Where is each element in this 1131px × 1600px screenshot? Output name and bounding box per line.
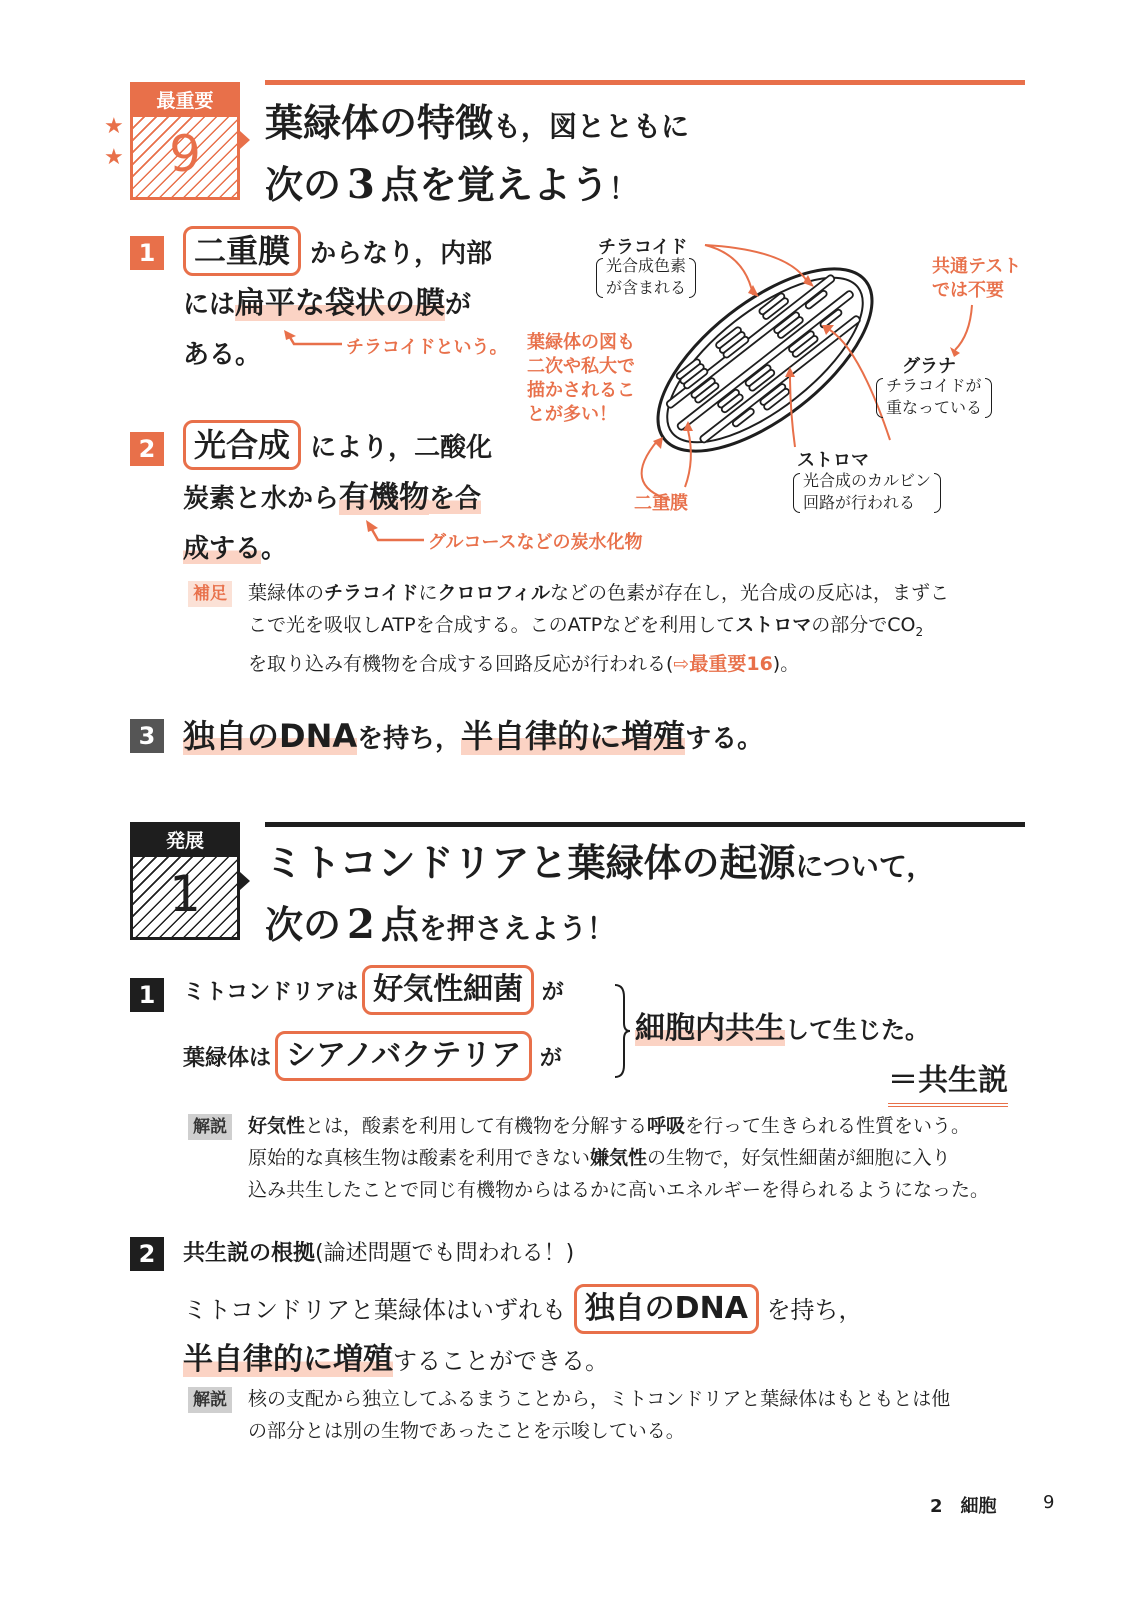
- annotation: チラコイドという。: [346, 337, 508, 358]
- text: 共通テスト: [932, 256, 1022, 277]
- text: 葉緑体は: [183, 1046, 272, 1071]
- label-stroma: ストロマ: [797, 450, 869, 471]
- text: の部分でCO: [811, 614, 916, 636]
- text: を行って生きられる性質をいう。: [685, 1115, 971, 1137]
- highlight: 独自のDNA: [183, 717, 358, 755]
- title-main: 葉緑体の特徴: [265, 101, 494, 145]
- label-thylakoid-desc: [598, 255, 694, 299]
- point-number-1: 1: [130, 236, 164, 270]
- highlight: 有機物: [339, 480, 430, 515]
- label-stroma-desc: [795, 470, 939, 514]
- explanation-text: [248, 1383, 1048, 1447]
- page-number: 9: [1043, 1492, 1055, 1513]
- title-sub: も，図とともに: [493, 110, 690, 143]
- text: とが多い！: [527, 404, 617, 425]
- arrow-icon: [366, 518, 426, 546]
- supplement-text: [248, 577, 1038, 680]
- text: を持ち，: [766, 1296, 863, 1324]
- bracket: [596, 258, 603, 298]
- point-3-text: [183, 711, 983, 764]
- point-number-1: 1: [130, 978, 164, 1012]
- arrow-icon: [284, 328, 344, 352]
- point-number-3: 3: [130, 719, 164, 753]
- text: により，二酸化: [310, 433, 493, 463]
- title-main: ミトコンドリアと葉緑体の起源: [265, 841, 796, 885]
- label-grana: グラナ: [902, 356, 956, 377]
- term: 好気性: [248, 1115, 306, 1137]
- text: する。: [685, 724, 764, 754]
- supplement-tag: 補足: [188, 581, 232, 607]
- bracket: [985, 378, 992, 418]
- badge-number: 9: [169, 125, 201, 183]
- text: 重なっている: [886, 398, 983, 417]
- text: には: [183, 290, 236, 320]
- text: 二次や私大で: [527, 356, 635, 377]
- text: などの色素が存在し，光合成の反応は，まずこ: [549, 582, 949, 604]
- badge-pointer: [240, 872, 250, 890]
- title-sub: ！: [608, 172, 637, 205]
- badge-head: 最重要: [133, 85, 237, 117]
- text: が: [541, 980, 564, 1005]
- text: が: [445, 290, 472, 320]
- label-double-membrane: 二重膜: [634, 493, 688, 514]
- keyword-box: 好気性細菌: [362, 965, 534, 1015]
- title-number: 3: [347, 161, 375, 208]
- text: 炭素と水から: [183, 484, 340, 514]
- text: 原始的な真核生物は酸素を利用できない: [248, 1147, 591, 1169]
- highlight: 半自律的に増殖: [461, 717, 686, 755]
- bracket: [876, 378, 883, 418]
- text: ある。: [183, 340, 262, 370]
- star-icon: ★: [104, 145, 124, 170]
- text: が: [539, 1046, 562, 1071]
- endosymbiosis-line-2: [183, 1031, 562, 1087]
- badge-importance-9: [130, 82, 240, 200]
- cross-reference-link[interactable]: 最重要16: [689, 652, 773, 675]
- bracket: [934, 473, 941, 513]
- title-main: 点を覚えよう: [380, 163, 609, 207]
- star-icon: ★: [104, 114, 124, 139]
- badge-advanced-1: [130, 822, 240, 940]
- text: 描かされるこ: [527, 380, 635, 401]
- reference-arrow-icon: ⇨: [673, 652, 690, 675]
- text: 葉緑体の: [248, 582, 325, 604]
- annotation: グルコースなどの炭水化物: [428, 532, 643, 553]
- text: チラコイドが: [886, 376, 982, 395]
- evidence-text: [183, 1284, 1033, 1386]
- text: (論述問題でも問われる！): [315, 1241, 575, 1266]
- symbiosis-theory: ＝共生説: [888, 1059, 1008, 1107]
- text: からなり，内部: [310, 239, 493, 269]
- highlight: 扁平な袋状の膜: [235, 286, 446, 321]
- subscript: 2: [915, 624, 924, 639]
- text: することができる。: [393, 1347, 609, 1375]
- exam-note: [932, 255, 1021, 303]
- text: 回路が行われる: [803, 493, 916, 512]
- text: を持ち，: [357, 724, 462, 754]
- explanation-tag: 解説: [188, 1114, 232, 1140]
- keyword-box: シアノバクテリア: [275, 1031, 532, 1081]
- keyword-box: 独自のDNA: [574, 1284, 759, 1334]
- text: こで光を吸収しATPを合成する。このATPなどを利用して: [248, 614, 736, 636]
- explanation-text: [248, 1110, 1048, 1206]
- text: 。: [261, 534, 288, 564]
- top-rule-black: [265, 822, 1025, 827]
- title-number: 2: [347, 901, 375, 948]
- point-number-2: 2: [130, 432, 164, 466]
- text: を取り込み有機物を合成する回路反応が行われる(: [248, 652, 674, 675]
- endosymbiosis-result: [635, 1005, 929, 1054]
- footer-chapter: 2 細胞: [930, 1496, 997, 1517]
- keyword-box: 光合成: [183, 420, 301, 470]
- bracket: [793, 473, 800, 513]
- highlight: 成する: [183, 534, 262, 564]
- brace-icon: [612, 983, 632, 1079]
- text: とは，酸素を利用して有機物を分解する: [305, 1115, 648, 1137]
- title-main: 点: [380, 903, 419, 947]
- text: 葉緑体の図も: [527, 332, 635, 353]
- text: の部分とは別の生物であったことを示唆している。: [248, 1420, 685, 1442]
- highlight: を合: [429, 484, 482, 514]
- text: に: [418, 582, 438, 604]
- text: ミトコンドリアは: [183, 980, 359, 1005]
- endosymbiosis-line-1: [183, 965, 564, 1021]
- term: チラコイド: [324, 582, 419, 604]
- term: 呼吸: [647, 1115, 686, 1137]
- badge-number: 1: [169, 865, 201, 923]
- text: 込み共生したことで同じ有機物からはるかに高いエネルギーを得られるようになった。: [248, 1179, 990, 1201]
- diagram-side-note: [527, 331, 635, 427]
- term: クロロフィル: [437, 582, 550, 604]
- text: 共生説の根拠: [183, 1241, 316, 1266]
- text: の生物で，好気性細菌が細胞に入り: [647, 1147, 951, 1169]
- top-rule-orange: [265, 80, 1025, 85]
- title-main: 次の: [265, 903, 342, 947]
- label-thylakoid: チラコイド: [598, 237, 688, 258]
- term: ストロマ: [735, 614, 812, 636]
- title-sub: について，: [795, 850, 935, 883]
- label-grana-desc: [878, 375, 990, 419]
- text: 光合成のカルビン: [803, 471, 932, 490]
- explanation-tag: 解説: [188, 1387, 232, 1413]
- text: 光合成色素: [606, 256, 687, 275]
- text: 核の支配から独立してふるまうことから，ミトコンドリアと葉緑体はもともとは他: [248, 1388, 951, 1410]
- title-sub: を押さえよう！: [418, 912, 615, 945]
- text: して生じた。: [785, 1016, 929, 1044]
- title-main: 次の: [265, 163, 342, 207]
- keyword-box: 二重膜: [183, 226, 301, 276]
- section-title: [265, 836, 1025, 960]
- section-title: [265, 96, 1005, 220]
- highlight: 半自律的に増殖: [183, 1342, 393, 1377]
- text: では不要: [932, 280, 1004, 301]
- badge-pointer: [240, 131, 250, 149]
- badge-head: 発展: [133, 825, 237, 857]
- text: ミトコンドリアと葉緑体はいずれも: [183, 1296, 567, 1324]
- bracket: [689, 258, 696, 298]
- term: 嫌気性: [590, 1147, 648, 1169]
- text: が含まれる: [606, 278, 687, 297]
- highlight: 細胞内共生: [635, 1011, 785, 1046]
- text: )。: [772, 652, 800, 675]
- point-number-2: 2: [130, 1237, 164, 1271]
- evidence-heading: [183, 1234, 574, 1274]
